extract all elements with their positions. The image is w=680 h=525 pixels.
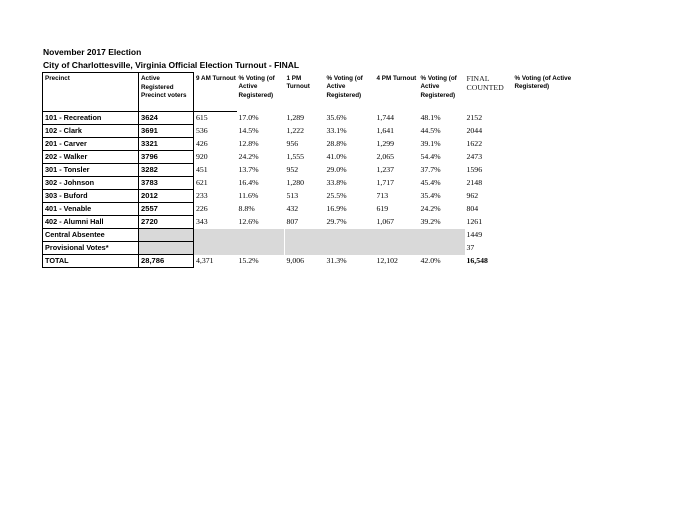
- total-label: TOTAL: [43, 255, 139, 268]
- header-precinct: Precinct: [43, 73, 139, 112]
- active-registered: 3691: [139, 125, 194, 138]
- total-row: [43, 255, 573, 268]
- cell-pct2: 33.8%: [326, 177, 347, 187]
- cell-final: 1449: [466, 229, 483, 239]
- cell-pm4: 1,067: [376, 216, 395, 226]
- header-pct-4pm: % Voting (of Active Registered): [420, 74, 457, 99]
- cell-pct3: 37.7%: [420, 164, 441, 174]
- document-title: November 2017 Election: [43, 47, 142, 57]
- blank-cell: [285, 242, 325, 255]
- cell-pm4: 619: [376, 203, 389, 213]
- document-subtitle: City of Charlottesville, Virginia Official Election Turnout - FINAL: [43, 60, 300, 70]
- cell-final: 2473: [466, 151, 483, 161]
- cell-pct1: 14.5%: [238, 125, 259, 135]
- active-registered: [139, 242, 194, 255]
- cell-pct4: [513, 151, 573, 164]
- blank-cell: [237, 229, 285, 242]
- cell-pct3: 44.5%: [420, 125, 441, 135]
- cell-final: 962: [466, 190, 479, 200]
- table-row: [43, 125, 573, 138]
- blank-cell: [375, 229, 419, 242]
- blank-cell: [375, 242, 419, 255]
- precinct-name: 202 - Walker: [43, 151, 139, 164]
- table-row: [43, 138, 573, 151]
- precinct-name: 401 - Venable: [43, 203, 139, 216]
- cell-pm4: 2,065: [376, 151, 395, 161]
- turnout-table: [42, 72, 573, 268]
- cell-final: 1622: [466, 138, 483, 148]
- cell-pct2: 25.5%: [326, 190, 347, 200]
- header-final-counted: FINAL COUNTED: [466, 73, 504, 92]
- cell-pm1: 807: [286, 216, 299, 226]
- cell-pm4: 713: [376, 190, 389, 200]
- cell-pct3: 45.4%: [420, 177, 441, 187]
- blank-cell: [419, 229, 465, 242]
- blank-cell: [325, 229, 375, 242]
- cell-pm1: 432: [286, 203, 299, 213]
- cell-pct4: [513, 190, 573, 203]
- cell-am9: 451: [196, 164, 208, 174]
- table-row: [43, 164, 573, 177]
- precinct-name: 201 - Carver: [43, 138, 139, 151]
- active-registered: 2012: [139, 190, 194, 203]
- cell-pm1: 1,555: [286, 151, 305, 161]
- cell-am9: 233: [196, 190, 208, 200]
- cell-pm4: 1,641: [376, 125, 395, 135]
- header-1pm-turnout: 1 PM Turnout: [286, 74, 310, 91]
- cell-pct1: 8.8%: [238, 203, 255, 213]
- cell-am9: 536: [196, 125, 208, 135]
- cell-pct2: 29.7%: [326, 216, 347, 226]
- cell-final: 804: [466, 203, 479, 213]
- active-registered: 2720: [139, 216, 194, 229]
- header-active-registered: Active Registered Precinct voters: [139, 73, 194, 112]
- cell-pct1: 24.2%: [238, 151, 259, 161]
- cell-pct2: 41.0%: [326, 151, 347, 161]
- cell-pct1: 12.6%: [238, 216, 259, 226]
- precinct-name: 301 - Tonsler: [43, 164, 139, 177]
- precinct-name: Provisional Votes*: [43, 242, 139, 255]
- cell-pct2: 29.0%: [326, 164, 347, 174]
- total-final: 16,548: [466, 255, 488, 265]
- table-row: [43, 177, 573, 190]
- header-4pm-turnout: 4 PM Turnout: [376, 74, 417, 82]
- blank-cell: [237, 242, 285, 255]
- cell-pct3: 54.4%: [420, 151, 441, 161]
- cell-pct1: 13.7%: [238, 164, 259, 174]
- table-row-special: [43, 229, 573, 242]
- cell-pct2: 33.1%: [326, 125, 347, 135]
- cell-am9: 226: [196, 203, 208, 213]
- header-pct-1pm: % Voting (of Active Registered): [326, 74, 363, 99]
- blank-cell: [194, 229, 237, 242]
- precinct-name: 402 - Alumni Hall: [43, 216, 139, 229]
- header-row: [43, 73, 573, 112]
- cell-pct3: 35.4%: [420, 190, 441, 200]
- total-pm4: 12,102: [376, 255, 398, 265]
- cell-pm1: 513: [286, 190, 299, 200]
- total-pct4: [513, 255, 573, 268]
- table-row-special: [43, 242, 573, 255]
- cell-pct4: [513, 203, 573, 216]
- precinct-name: Central Absentee: [43, 229, 139, 242]
- total-pct2: 31.3%: [326, 255, 347, 265]
- cell-pct4: [513, 242, 573, 255]
- cell-final: 37: [466, 242, 475, 252]
- cell-pm1: 952: [286, 164, 299, 174]
- cell-pct4: [513, 112, 573, 125]
- cell-pct3: 39.1%: [420, 138, 441, 148]
- active-registered: [139, 229, 194, 242]
- cell-am9: 920: [196, 151, 208, 161]
- active-registered: 3796: [139, 151, 194, 164]
- blank-cell: [285, 229, 325, 242]
- cell-pm4: 1,717: [376, 177, 395, 187]
- blank-cell: [419, 242, 465, 255]
- cell-pct4: [513, 177, 573, 190]
- total-pct1: 15.2%: [238, 255, 259, 265]
- active-registered: 3624: [139, 112, 194, 125]
- active-registered: 3783: [139, 177, 194, 190]
- cell-pct4: [513, 216, 573, 229]
- cell-am9: 426: [196, 138, 208, 148]
- cell-pm4: 1,744: [376, 112, 395, 122]
- cell-final: 2152: [466, 112, 483, 122]
- cell-final: 2044: [466, 125, 483, 135]
- table-row: [43, 216, 573, 229]
- table-row: [43, 151, 573, 164]
- cell-pct2: 28.8%: [326, 138, 347, 148]
- cell-final: 2148: [466, 177, 483, 187]
- cell-pm1: 956: [286, 138, 299, 148]
- blank-cell: [325, 242, 375, 255]
- cell-am9: 343: [196, 216, 208, 226]
- active-registered: 2557: [139, 203, 194, 216]
- cell-pct3: 24.2%: [420, 203, 441, 213]
- cell-pct1: 11.6%: [238, 190, 259, 200]
- total-pm1: 9,006: [286, 255, 305, 265]
- cell-final: 1261: [466, 216, 483, 226]
- cell-final: 1596: [466, 164, 483, 174]
- precinct-name: 102 - Clark: [43, 125, 139, 138]
- total-registered: 28,786: [139, 255, 194, 268]
- cell-pct1: 16.4%: [238, 177, 259, 187]
- cell-pct4: [513, 164, 573, 177]
- cell-pm1: 1,222: [286, 125, 305, 135]
- header-pct-9am: % Voting (of Active Registered): [238, 74, 275, 99]
- cell-pm1: 1,289: [286, 112, 305, 122]
- cell-pct3: 39.2%: [420, 216, 441, 226]
- precinct-name: 101 - Recreation: [43, 112, 139, 125]
- cell-pct3: 48.1%: [420, 112, 441, 122]
- cell-pm4: 1,299: [376, 138, 395, 148]
- cell-pct4: [513, 138, 573, 151]
- active-registered: 3321: [139, 138, 194, 151]
- header-9am-turnout: 9 AM Turnout: [194, 73, 237, 112]
- cell-pct4: [513, 229, 573, 242]
- total-am9: 4,371: [196, 255, 214, 265]
- precinct-name: 303 - Buford: [43, 190, 139, 203]
- table-row: [43, 112, 573, 125]
- cell-pm1: 1,280: [286, 177, 305, 187]
- cell-am9: 615: [196, 113, 208, 122]
- precinct-name: 302 - Johnson: [43, 177, 139, 190]
- total-pct3: 42.0%: [420, 255, 441, 265]
- active-registered: 3282: [139, 164, 194, 177]
- cell-pm4: 1,237: [376, 164, 395, 174]
- cell-pct2: 16.9%: [326, 203, 347, 213]
- cell-pct1: 12.8%: [238, 138, 259, 148]
- header-pct-final: % Voting (of Active Registered): [514, 74, 572, 91]
- table-row: [43, 190, 573, 203]
- cell-pct4: [513, 125, 573, 138]
- cell-pct1: 17.0%: [238, 112, 259, 122]
- cell-am9: 621: [196, 177, 208, 187]
- cell-pct2: 35.6%: [326, 112, 347, 122]
- blank-cell: [194, 242, 237, 255]
- table-row: [43, 203, 573, 216]
